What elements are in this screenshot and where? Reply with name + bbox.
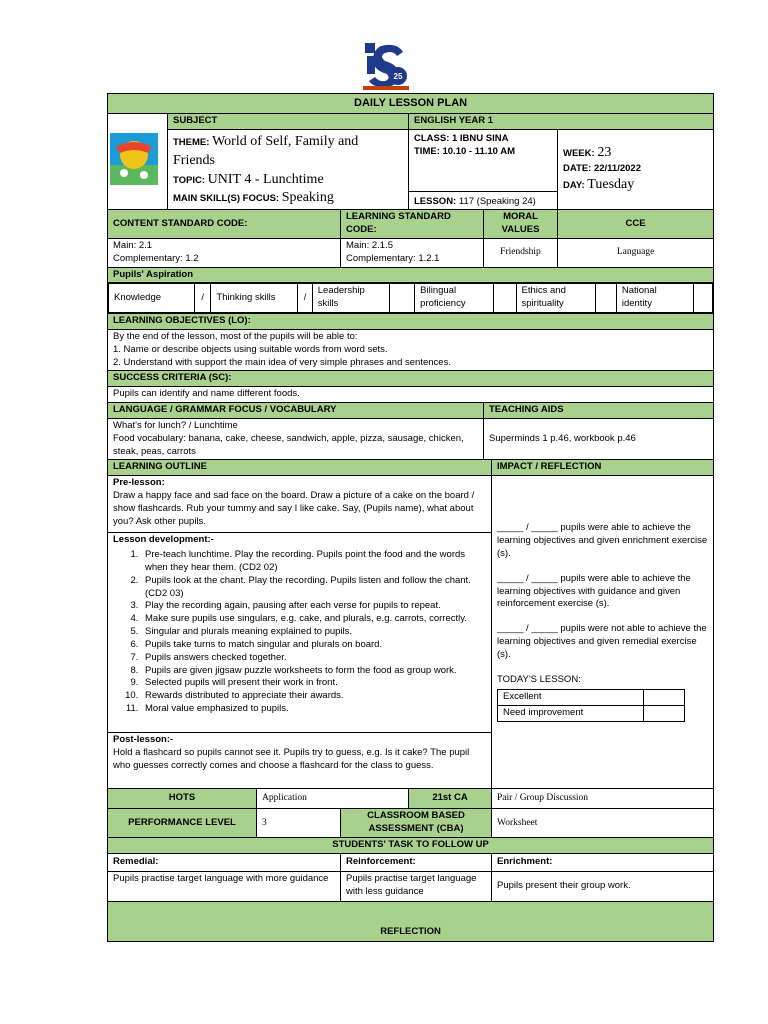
- list-item: 7. Pupils answers checked together.: [141, 652, 486, 665]
- list-item: 10. Rewards distributed to appreciate their awards.: [141, 690, 486, 703]
- lesson-development-list: [113, 549, 486, 716]
- list-item: 11. Moral value emphasized to pupils.: [141, 703, 486, 716]
- lo-line: 1. Name or describe objects using suitable words from word sets.: [113, 343, 388, 355]
- theme-value: World of Self, Family and Friends: [173, 133, 359, 168]
- week-cell: [558, 129, 714, 210]
- aspiration-label: Pupils' Aspiration: [108, 267, 714, 283]
- learning-complementary: Complementary: 1.2.1: [346, 252, 440, 264]
- cce-value: Language: [558, 239, 714, 268]
- impact-reinforcement: _____ / _____ pupils were able to achieve the learning objectives with guidance and given reinforcement exercise (s).: [497, 572, 691, 610]
- day-value: Tuesday: [587, 177, 635, 192]
- aspiration-national: National identity: [616, 284, 694, 313]
- excellent-box[interactable]: [644, 689, 685, 705]
- teaching-aids-label: TEACHING AIDS: [484, 403, 714, 419]
- date-text: DATE: 22/11/2022: [563, 163, 641, 175]
- list-item: 6. Pupils take turns to match singular and plurals on board.: [141, 639, 486, 652]
- enrichment-label: Enrichment:: [492, 854, 714, 872]
- theme-cell: [168, 129, 409, 210]
- pre-lesson-label: Pre-lesson:: [113, 477, 165, 489]
- aspiration-ethics: Ethics and spirituality: [516, 284, 596, 313]
- list-item: 8. Pupils are given jigsaw puzzle worksheets to form the food as group work.: [141, 665, 486, 678]
- post-lesson-cell: [108, 733, 492, 789]
- lesson-development-label: Lesson development:-: [113, 534, 214, 546]
- hots-label: HOTS: [108, 789, 257, 809]
- aspiration-knowledge: Knowledge: [109, 284, 195, 313]
- topic-label: TOPIC:: [173, 174, 206, 186]
- class-time-cell: [409, 129, 558, 191]
- cba-value: Worksheet: [492, 809, 714, 838]
- lesson-cell: [409, 192, 558, 210]
- lesson-plan-table: [107, 93, 714, 942]
- learning-standard-label: LEARNING STANDARD CODE:: [341, 210, 484, 239]
- performance-level-value: 3: [257, 809, 341, 838]
- skill-label: MAIN SKILL(S) FOCUS:: [173, 193, 280, 205]
- hots-value: Application: [257, 789, 409, 809]
- post-lesson-text: Hold a flashcard so pupils cannot see it. Pupils try to guess, e.g. Is it cake? The pupil who guesses correctly comes and choose a flashcard for the class to guess.: [113, 747, 470, 771]
- reflection-label: REFLECTION: [108, 902, 714, 942]
- page-title: DAILY LESSON PLAN: [108, 94, 714, 114]
- need-improvement-label: Need improvement: [498, 705, 644, 721]
- lesson-label: LESSON:: [414, 195, 457, 207]
- impact-remedial: _____ / _____ pupils were not able to achieve the learning objectives and given remedial exercise (s).: [497, 623, 707, 660]
- moral-value: Friendship: [484, 239, 558, 268]
- sc-label: SUCCESS CRITERIA (SC):: [108, 371, 714, 387]
- week-value: 23: [597, 145, 612, 161]
- aspiration-row: [108, 283, 714, 314]
- list-item: 5. Singular and plurals meaning explained to pupils.: [141, 626, 486, 639]
- svg-text:25: 25: [393, 72, 403, 81]
- 21st-ca-label: 21st CA: [409, 789, 492, 809]
- remedial-label: Remedial:: [108, 854, 341, 872]
- cba-label: CLASSROOM BASED ASSESSMENT (CBA): [341, 809, 492, 838]
- lo-line: By the end of the lesson, most of the pupils will be able to:: [113, 330, 358, 342]
- content-complementary: Complementary: 1.2: [113, 252, 199, 264]
- moral-values-label: MORAL VALUES: [484, 210, 558, 239]
- subject-value: ENGLISH YEAR 1: [409, 114, 714, 130]
- topic-value: UNIT 4 - Lunchtime: [207, 171, 324, 187]
- aspiration-knowledge-mark: /: [194, 284, 211, 313]
- learning-main: Main: 2.1.5: [346, 240, 393, 251]
- aspiration-leadership-mark: [390, 284, 415, 313]
- day-label: DAY:: [563, 180, 585, 191]
- content-main: Main: 2.1: [113, 240, 153, 251]
- book-cover-icon: [110, 133, 158, 185]
- language-focus-label: LANGUAGE / GRAMMAR FOCUS / VOCABULARY: [108, 403, 484, 419]
- lo-text: [108, 329, 714, 370]
- week-label: WEEK:: [563, 148, 595, 160]
- list-item: 9. Selected pupils will present their work in front.: [141, 677, 486, 690]
- impact-cell: [492, 476, 714, 789]
- time-text: TIME: 10.10 - 11.10 AM: [414, 145, 516, 157]
- learning-standard-cell: [341, 239, 484, 268]
- school-logo: [361, 40, 411, 92]
- superminds-logo: [108, 114, 168, 210]
- performance-level-label: PERFORMANCE LEVEL: [108, 809, 257, 838]
- aspiration-thinking-mark: /: [298, 284, 312, 313]
- sc-text: Pupils can identify and name different foods.: [108, 387, 714, 403]
- reinforcement-text: Pupils practise target language with less guidance: [341, 872, 492, 902]
- aspiration-bilingual: Bilingual proficiency: [415, 284, 494, 313]
- students-task-label: STUDENTS' TASK TO FOLLOW UP: [108, 838, 714, 854]
- cce-label: CCE: [558, 210, 714, 239]
- aspiration-table: [108, 283, 713, 313]
- post-lesson-label: Post-lesson:-: [113, 734, 174, 746]
- enrichment-text: Pupils present their group work.: [492, 872, 714, 902]
- lesson-value: 117 (Speaking 24): [458, 195, 536, 207]
- need-improvement-box[interactable]: [644, 705, 685, 721]
- vocabulary-line: Food vocabulary: banana, cake, cheese, sandwich, apple, pizza, sausage, chicken, steak, peas, carrots: [113, 432, 464, 457]
- lesson-development-cell: [108, 533, 492, 733]
- aspiration-ethics-mark: [596, 284, 617, 313]
- impact-enrichment: _____ / _____ pupils were able to achieve the learning objectives and given enrichment exercise (s).: [497, 522, 708, 559]
- learning-outline-label: LEARNING OUTLINE: [108, 460, 492, 476]
- excellent-label: Excellent: [498, 689, 644, 705]
- class-text: CLASS: 1 IBNU SINA: [414, 132, 509, 144]
- aspiration-thinking: Thinking skills: [211, 284, 298, 313]
- aspiration-bilingual-mark: [493, 284, 516, 313]
- aspiration-national-mark: [694, 284, 713, 313]
- aspiration-leadership: Leadership skills: [312, 284, 390, 313]
- todays-lesson-label: TODAY'S LESSON:: [497, 673, 581, 685]
- content-standard-cell: [108, 239, 341, 268]
- language-focus-cell: [108, 418, 484, 459]
- subject-label: SUBJECT: [168, 114, 409, 130]
- language-line: What's for lunch? / Lunchtime: [113, 419, 238, 431]
- content-standard-label: CONTENT STANDARD CODE:: [108, 210, 341, 239]
- pre-lesson-cell: [108, 476, 492, 533]
- 21st-ca-value: Pair / Group Discussion: [492, 789, 714, 809]
- list-item: 4. Make sure pupils use singulars, e.g. cake, and plurals, e.g. carrots, correctly.: [141, 613, 486, 626]
- pre-lesson-text: Draw a happy face and sad face on the board. Draw a picture of a cake on the board / show flashcards. Rub your tummy and say I like cake. Say, (Pupils name), what about you? Ask other pupils.: [113, 490, 475, 527]
- list-item: 1. Pre-teach lunchtime. Play the recording. Pupils point the food and the words when they hear them. (CD2 02): [141, 549, 486, 575]
- theme-label: THEME:: [173, 136, 210, 148]
- todays-lesson-table: [497, 689, 685, 722]
- list-item: 2. Pupils look at the chant. Play the recording. Pupils listen and follow the chant. (CD2 03): [141, 575, 486, 601]
- lo-label: LEARNING OBJECTIVES (LO):: [108, 314, 714, 330]
- remedial-text: Pupils practise target language with more guidance: [108, 872, 341, 902]
- reinforcement-label: Reinforcement:: [341, 854, 492, 872]
- skill-value: Speaking: [281, 190, 334, 206]
- lo-line: 2. Understand with support the main idea of very simple phrases and sentences.: [113, 356, 451, 368]
- impact-label: IMPACT / REFLECTION: [492, 460, 714, 476]
- teaching-aids-text: Superminds 1 p.46, workbook p.46: [484, 418, 714, 459]
- list-item: 3. Play the recording again, pausing after each verse for pupils to repeat.: [141, 600, 486, 613]
